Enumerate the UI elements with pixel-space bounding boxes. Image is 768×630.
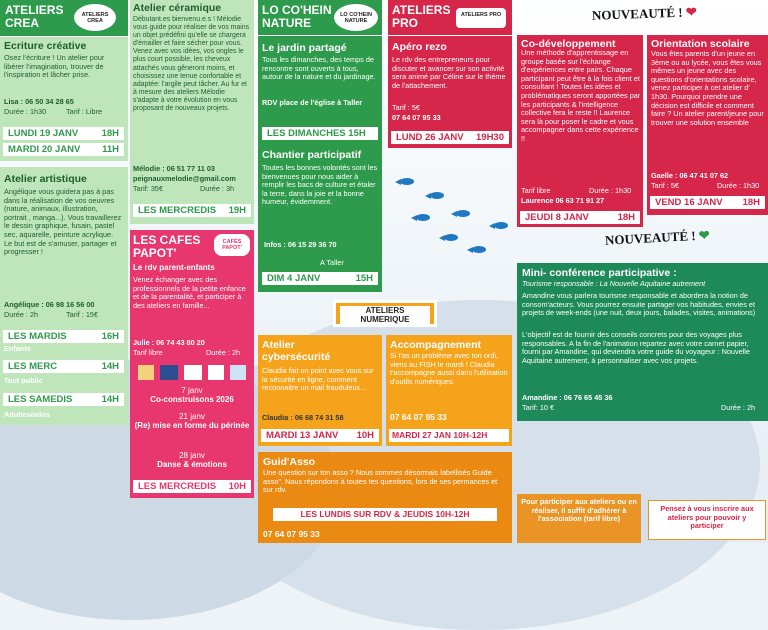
cafes-event-3-title: Danse & émotions [157,460,227,469]
cafes-papot-logo: CAFÉS PAPOT' [214,234,250,256]
orientation-session [650,196,765,209]
fish-decoration [456,210,470,217]
conference-description-2: L'objectif est de fournir des conseils concrets pour des voyages plus responsables. A la fin de l'animation repartez avec votre carnet papier, fourni par Amandine, qui deviendra votre guide du voyageur : Nouvelle Aquitaine autrement, à personnaliser avec vos projets. [522,330,750,365]
numerique-logo [333,300,437,327]
ceramique-email: peignauxmelodie@gmail.com [133,174,236,183]
partner-logo [208,365,224,380]
ceramique-contact: Mélodie : 06 51 77 11 03 [133,164,215,173]
ecriture-title: Ecriture créative [4,40,87,52]
partner-logo [230,365,246,380]
codev-date: JEUDI 8 JANV [525,212,589,223]
conference-subtitle: Tourisme responsable : La Nouvelle Aquitaine autrement [522,279,706,288]
cafes-papot-time: 10H [228,481,246,492]
cafes-papot-duree: Durée : 2h [206,348,241,357]
accompagnement-card [386,335,512,446]
artistique-day-3: LES SAMEDIS [8,394,73,405]
guidasso-title: Guid'Asso [263,456,316,468]
ecriture-time-1: 18H [101,128,119,139]
inscrire-note [648,500,766,540]
fish-decoration [400,178,414,185]
aperorezo-session [391,131,509,144]
artistique-contact: Angélique : 06 98 16 56 00 [4,300,95,309]
conference-description-1: Amandine vous parlera tourisme responsable et abordera la notion de consom'acteurs. Vous pourrez ensuite partager vos habitudes, envies et projets de week-ends (une nuit, deux jours, balades, visites, animations) [522,291,756,318]
nouveaute-label-2: NOUVEAUTÉ ! [604,228,696,248]
fish-decoration [416,214,430,221]
cafes-event-3-date: 28 janv [179,451,205,460]
artistique-time-1: 16H [101,331,119,342]
conference-title: Mini- conférence participative : [522,267,677,279]
numerique-logo-text: ATELIERS NUMERIQUE [340,306,430,324]
guidasso-phone: 07 64 07 95 33 [263,529,320,539]
jardin-place: RDV place de l'église à Taller [262,98,363,107]
orientation-date: VEND 16 JANV [655,197,723,208]
artistique-time-2: 14H [101,361,119,372]
codev-card [517,35,643,227]
partner-logo [184,365,202,380]
aperorezo-tarif: Tarif : 5€ [392,103,420,112]
artistique-audience-3: Adultes/ados [4,410,50,419]
cafes-papot-description: Venez échanger avec des professionnels de la petite enfance et de la parentalité, et participer à des ateliers en famille... [133,275,246,310]
cyber-title: Atelier cybersécurité [262,339,331,363]
ceramique-duree: Durée : 3h [200,184,235,193]
aperorezo-description: Le rdv des entrepreneurs pour discuter et avancer sur son activité sera animé par Céline sur le thème de l'attachement. [392,55,506,90]
aperorezo-phone: 07 64 07 95 33 [392,113,441,122]
accompagnement-description: Si t'as un problème avec ton ordi, viens au FISH le mardi ! Claudia t'accompagne aussi dans l'utilisation d'outils numériques. [390,351,508,386]
fish-decoration [430,192,444,199]
accompagnement-title: Accompagnement [390,339,482,351]
conference-duree: Durée : 2h [721,403,756,412]
conference-card [517,263,768,421]
pro-logo: ATELIERS PRO [456,8,506,28]
ecriture-card [0,37,128,161]
chantier-place: A Taller [320,258,344,267]
orientation-card [647,35,768,215]
cafes-event-1-date: 7 janv [181,386,203,395]
guidasso-session: LES LUNDIS SUR RDV & JEUDIS 10H-12H [273,508,497,521]
heart-icon: ❤ [698,227,711,243]
cafes-papot-session [133,480,251,493]
ceramique-card [130,0,254,224]
conference-tarif: Tarif: 10 € [522,403,555,412]
ecriture-description: Osez l'écriture ! Un atelier pour libérer l'imagination, trouver de l'inspiration et lâcher prise. [4,53,105,80]
ecriture-contact: Lisa : 06 50 34 28 65 [4,97,74,106]
accompagnement-phone: 07 64 07 95 33 [390,412,447,422]
cafes-papot-card [130,230,254,498]
artistique-tarif: Tarif : 15€ [66,310,99,319]
conference-contact: Amandine : 06 76 65 45 36 [522,393,613,402]
ecriture-duree: Durée : 1h30 [4,107,47,116]
ceramique-day: LES MERCREDIS [138,205,217,216]
cafes-papot-title: LES CAFES PAPOT' [133,233,201,260]
jardin-session: LES DIMANCHES 15H [262,127,378,140]
codev-duree: Durée : 1h30 [589,186,632,195]
orientation-duree: Durée : 1h30 [717,181,760,190]
codev-title: Co-développement [521,38,616,50]
aperorezo-card [388,36,512,148]
orientation-tarif: Tarif : 5€ [651,181,679,190]
codev-session [520,211,640,224]
artistique-audience-2: Tout public [4,376,43,385]
codev-tarif: Tarif libre [521,186,551,195]
artistique-time-3: 14H [101,394,119,405]
ecriture-session-2 [3,143,124,156]
jardin-title: Le jardin partagé [262,42,347,54]
guidasso-card [258,452,512,543]
partner-logos-row [138,365,248,380]
artistique-day-2: LES MERC [8,361,58,372]
cohein-card [258,36,382,292]
artistique-day-1: LES MARDIS [8,331,67,342]
pro-title: ATELIERS PRO [392,3,451,30]
artistique-session-2 [3,360,124,373]
codev-time: 18H [617,212,635,223]
adherer-text: Pour participer aux ateliers ou en réaliser, il suffit d'adhérer à l'association (tarif libre) [521,497,637,524]
fish-decoration [444,234,458,241]
cyber-date: MARDI 13 JANV [266,430,339,441]
cyber-description: Claudia fait un point avec vous sur la sécurité en ligne, comment reconnaitre un mail frauduleux... [262,366,374,393]
ecriture-time-2: 11H [102,144,119,155]
heart-icon: ❤ [685,4,698,20]
codev-contact: Laurence 06 63 71 91 27 [521,196,605,205]
adherer-note [517,494,641,543]
ceramique-tarif: Tarif: 35€ [133,184,164,193]
ceramique-title: Atelier céramique [133,2,222,14]
artistique-duree: Durée : 2h [4,310,39,319]
partner-logo [138,365,154,380]
chantier-date: DIM 4 JANV [267,273,321,284]
cyber-session [261,429,379,442]
nouveaute-label-1: NOUVEAUTÉ ! [591,4,683,23]
jardin-description: Tous les dimanches, des temps de rencontre sont ouverts à tous, autour de la nature et du jardinage. [262,55,376,82]
orientation-title: Orientation scolaire [651,38,750,50]
orientation-contact: Gaelle : 06 47 41 07 62 [651,171,729,180]
ateliers-crea-logo: ATELIERS CREA [74,4,116,31]
inscrire-text: Pensez à vous inscrire aux ateliers pour pouvoir y participer [660,504,754,531]
ceramique-description: Débutant.es bienvenu.e.s ! Mélodie vous guide pour réaliser de vos mains un objet prédéfini qu'elle se chargera d'émailler et faire sécher pour vous. Venez avec vos idées, vos ongles le plus court possible, les cheveux attachés vous gêneront moins, et choisissez une tenue confortable et adaptée: l'argile peut tâcher. Au fur et à mesure des ateliers Mélodie s'adapte à votre évolution en vous proposant de nouveaux projets. [133,16,250,113]
ecriture-tarif: Tarif : Libre [66,107,103,116]
ceramique-session [133,204,251,217]
fish-decoration [494,222,508,229]
cohein-logo: LO CO'HEIN NATURE [334,4,378,31]
cafes-papot-subtitle: Le rdv parent-enfants [133,263,215,272]
cafes-event-1-title: Co-construisons 2026 [150,395,234,404]
ecriture-date-2: MARDI 20 JANV [8,144,81,155]
chantier-description: Toutes les bonnes volontés sont les bienvenues pour nous aider à remplir les bacs de culture et étaler la terre, dans la joie et la bonne humeur, évidemment. [262,163,378,207]
cohein-title: LO CO'HEIN NATURE [262,3,332,30]
chantier-session [262,272,378,285]
artistique-audience-1: Enfants [4,344,31,353]
artistique-session-3 [3,393,124,406]
partner-logo [160,365,178,380]
orientation-time: 18H [742,197,760,208]
artistique-card [0,167,128,425]
ecriture-date-1: LUNDI 19 JANV [8,128,79,139]
chantier-title: Chantier participatif [262,149,362,161]
orientation-description: Vous êtes parents d'un jeune en 3ème ou au lycée, vous êtes vous mêmes un jeune avec des questions d'orientations scolaire, venez participer à cet atelier d' 1h30. Pourquoi prendre une décision est difficile et comment faire ? Un atelier parent/jeune pour trouver une solution ensemble [651,49,764,127]
cyber-card [258,335,382,446]
ateliers-crea-title: ATELIERS CREA [5,3,64,30]
ecriture-session-1 [3,127,124,140]
cafes-event-2-title: (Re) mise en forme du périnée [134,421,250,430]
artistique-session-1 [3,330,124,343]
cafes-event-2-date: 21 janv [179,412,205,421]
chantier-infos: Infos : 06 15 29 36 70 [264,240,337,249]
codev-description: Une méthode d'apprentissage en groupe basée sur l'échange d'expériences entre pairs. Chaque participant peut être à la fois client et consultant ! Toutes les idées et problématiques seront apportées par les participants & l'intelligence collective fera le reste !! Laurence sera là pour poser le cadre et vous accompagner dans cette expérience !! [521,48,641,143]
cafes-papot-day: LES MERCREDIS [138,481,217,492]
ceramique-time: 19H [228,205,246,216]
guidasso-description: Une question sur ton asso ? Nous sommes désormais labellisés Guide asso". Nous répondons à toutes tes questions, lors de ses permances et sur rdv. [263,468,498,495]
aperorezo-title: Apéro rezo [392,41,447,53]
cafes-papot-contact: Julie : 06 74 43 80 20 [133,338,205,347]
aperorezo-time: 19H30 [476,132,504,143]
cafes-papot-tarif: Tarif libre [133,348,163,357]
accompagnement-session: MARDI 27 JAN 10H-12H [389,429,509,442]
cyber-contact: Claudia : 06 68 74 31 58 [262,413,344,422]
cyber-time: 10H [356,430,374,441]
fish-decoration [472,246,486,253]
artistique-description: Angélique vous guidera pas à pas dans la réalisation de vos oeuvres (nature, animaux, illustration, portrait , manga...). Vous travaillerez le dessin graphique, fusain, pastel sec, aquarelle, peinture acrylique. Le but est de s'amuser, partager et progresser ! [4,187,122,257]
chantier-time: 15H [355,273,373,284]
artistique-title: Atelier artistique [4,173,87,185]
aperorezo-date: LUND 26 JANV [396,132,464,143]
